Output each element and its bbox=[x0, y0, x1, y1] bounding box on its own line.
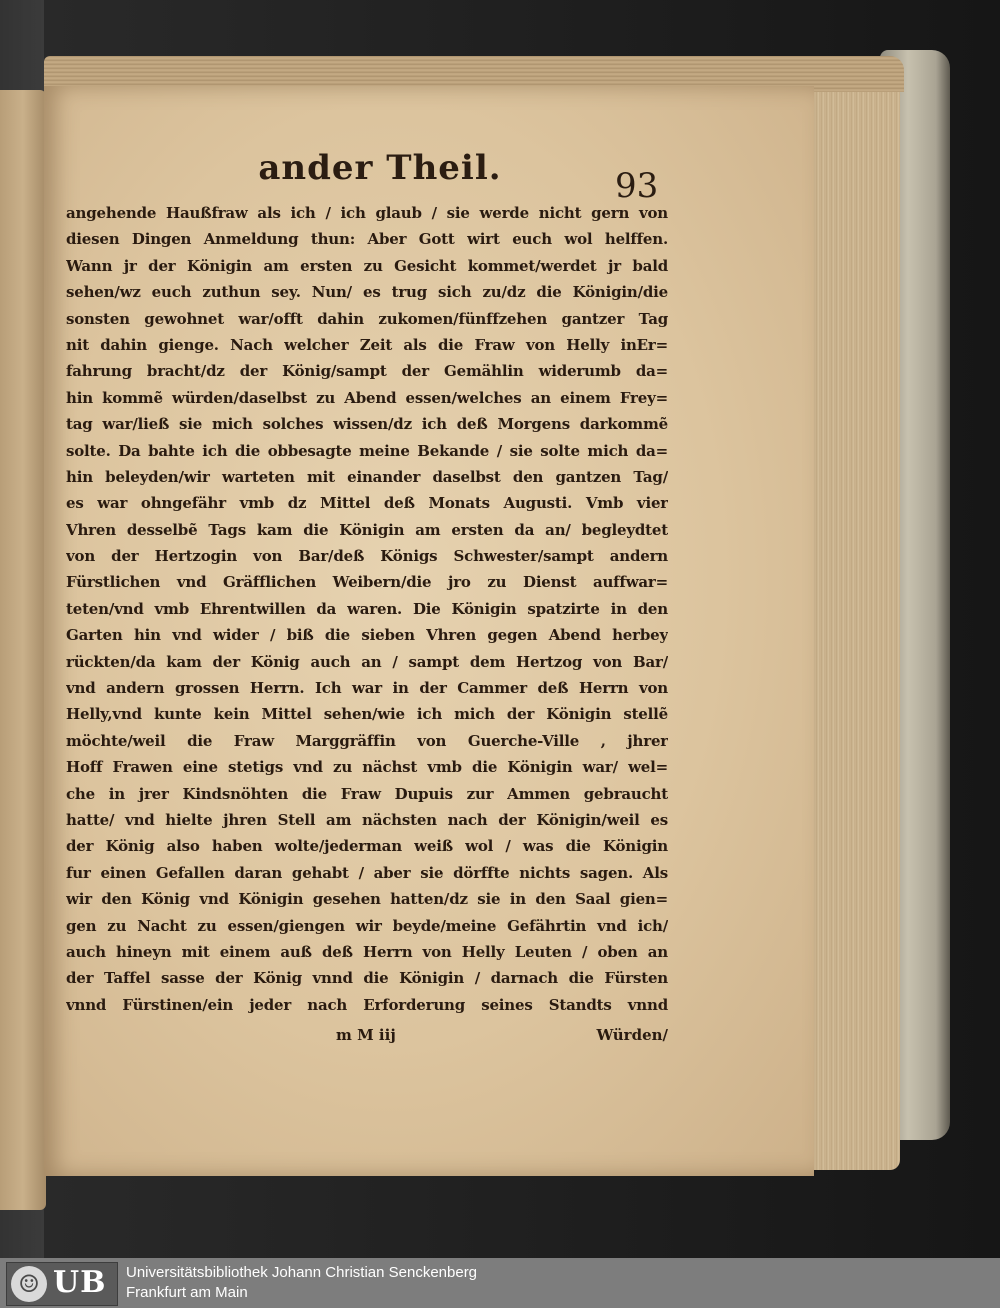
signature-mark: m M iij bbox=[336, 1026, 396, 1044]
text-line: der Taffel sasse der König vnnd die Königin / darnach die Fürsten bbox=[66, 969, 668, 988]
text-line: Hoff Frawen eine stetigs vnd zu nächst vmb die Königin war/ wel= bbox=[66, 758, 668, 777]
logo-text: UB bbox=[53, 1265, 107, 1300]
running-head: ander Theil. bbox=[258, 148, 502, 188]
text-line: der König also haben wolte/jederman weiß wol / was die Königin bbox=[66, 837, 668, 856]
text-line: fahrung bracht/dz der König/sampt der Gemählin widerumb da= bbox=[66, 362, 668, 381]
text-line: Helly,vnd kunte kein Mittel sehen/wie ich mich der Königin stellẽ bbox=[66, 705, 668, 724]
bust-emblem-icon: ☺ bbox=[11, 1266, 47, 1302]
library-name: Universitätsbibliothek Johann Christian Senckenberg bbox=[126, 1264, 478, 1281]
body-text bbox=[66, 200, 668, 1018]
text-line: diesen Dingen Anmeldung thun: Aber Gott wirt euch wol helffen. bbox=[66, 230, 668, 249]
text-line: tag war/ließ sie mich solches wissen/dz ich deß Morgens darkommẽ bbox=[66, 415, 668, 434]
text-line: vnnd Fürstinen/ein jeder nach Erforderung seines Standts vnnd bbox=[66, 995, 668, 1014]
text-line: rückten/da kam der König auch an / sampt dem Hertzog von Bar/ bbox=[66, 652, 668, 671]
text-line: auch hineyn mit einem auß deß Herrn von Helly Leuten / oben an bbox=[66, 942, 668, 961]
text-line: nit dahin gienge. Nach welcher Zeit als die Fraw von Helly inEr= bbox=[66, 335, 668, 354]
text-line: von der Hertzogin von Bar/deß Königs Schwester/sampt andern bbox=[66, 547, 668, 566]
text-line: vnd andern grossen Herrn. Ich war in der Cammer deß Herrn von bbox=[66, 679, 668, 698]
text-line: möchte/weil die Fraw Marggräffin von Guerche-Ville , jhrer bbox=[66, 731, 668, 750]
text-line: wir den König vnd Königin gesehen hatten/dz sie in den Saal gien= bbox=[66, 890, 668, 909]
catchline bbox=[66, 1022, 668, 1048]
text-line: fur einen Gefallen daran gehabt / aber sie dörffte nichts sagen. Als bbox=[66, 863, 668, 882]
text-line: Vhren desselbẽ Tags kam die Königin am ersten da an/ begleydtet bbox=[66, 520, 668, 539]
page-number: 93 bbox=[615, 166, 659, 206]
catchword: Würden/ bbox=[596, 1026, 668, 1044]
text-line: angehende Haußfraw als ich / ich glaub / sie werde nicht gern von bbox=[66, 204, 668, 222]
text-line: teten/vnd vmb Ehrentwillen da waren. Die Königin spatzirte in den bbox=[66, 599, 668, 618]
facing-page-edge bbox=[0, 90, 46, 1210]
text-line: sehen/wz euch zuthun sey. Nun/ es trug sich zu/dz die Königin/die bbox=[66, 283, 668, 302]
text-line: che in jrer Kindsnöhten die Fraw Dupuis zur Ammen gebraucht bbox=[66, 784, 668, 803]
text-line: sonsten gewohnet war/offt dahin zukomen/fünffzehen gantzer Tag bbox=[66, 309, 668, 328]
text-line: Garten hin vnd wider / biß die sieben Vhren gegen Abend herbey bbox=[66, 626, 668, 645]
library-footer bbox=[0, 1258, 1000, 1308]
library-logo[interactable] bbox=[6, 1262, 118, 1306]
library-city: Frankfurt am Main bbox=[126, 1284, 248, 1301]
text-line: hin beleyden/wir warteten mit einander daselbst den gantzen Tag/ bbox=[66, 467, 668, 486]
page-block-edge bbox=[800, 70, 900, 1170]
text-line: es war ohngefähr vmb dz Mittel deß Monats Augusti. Vmb vier bbox=[66, 494, 668, 513]
text-line: hin kommẽ würden/daselbst zu Abend essen/welches an einem Frey= bbox=[66, 388, 668, 407]
text-line: solte. Da bahte ich die obbesagte meine Bekande / sie solte mich da= bbox=[66, 441, 668, 460]
text-line: hatte/ vnd hielte jhren Stell am nächsten nach der Königin/weil es bbox=[66, 810, 668, 829]
text-line: Wann jr der Königin am ersten zu Gesicht kommet/werdet jr bald bbox=[66, 256, 668, 275]
text-line: gen zu Nacht zu essen/giengen wir beyde/meine Gefährtin vnd ich/ bbox=[66, 916, 668, 935]
text-line: Fürstlichen vnd Gräfflichen Weibern/die jro zu Dienst auffwar= bbox=[66, 573, 668, 592]
